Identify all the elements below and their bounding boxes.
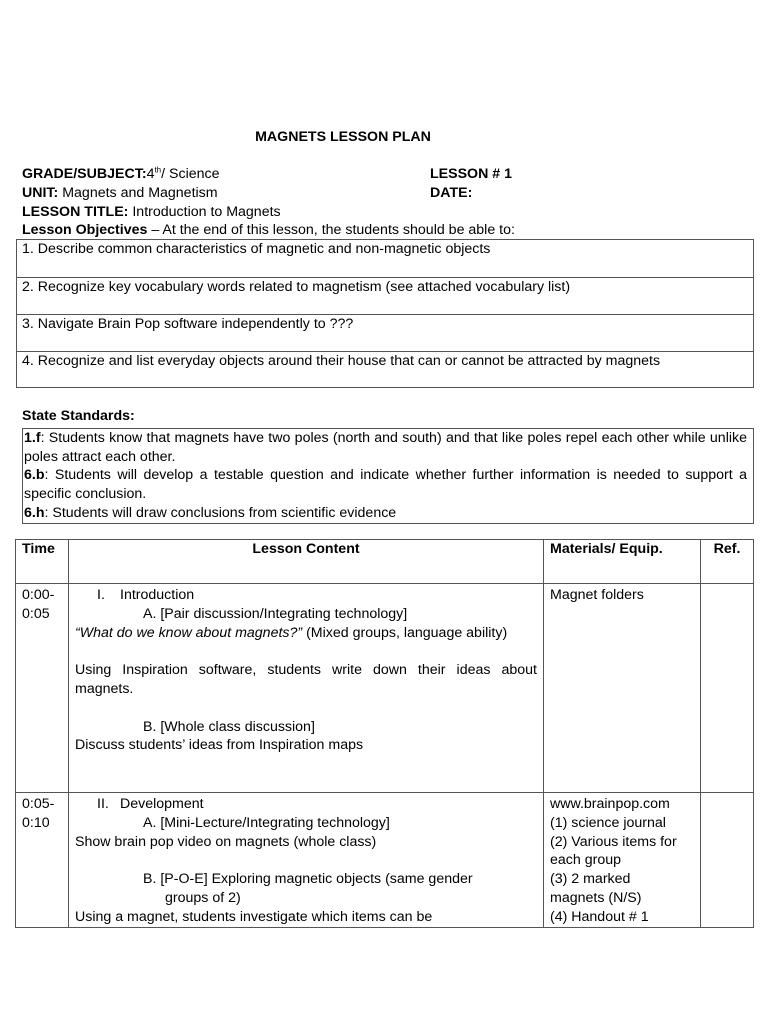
roman-numeral: II.: [97, 796, 109, 812]
section-heading: [75, 586, 537, 605]
objective-item: 2. Recognize key vocabulary words related to magnetism (see attached vocabulary list): [17, 277, 753, 315]
material-item: Magnet folders: [550, 587, 644, 603]
standard-item: [24, 466, 747, 503]
materials-cell: [544, 584, 701, 793]
table-header-row: [16, 540, 754, 584]
ref-cell: [701, 584, 754, 793]
unit-label: UNIT:: [22, 185, 59, 201]
time-cell: [16, 793, 69, 928]
standard-item: [24, 504, 747, 523]
materials-cell: [544, 793, 701, 928]
material-item: (4) Handout # 1: [550, 908, 649, 925]
activity-line: Discuss students’ ideas from Inspiration maps: [75, 737, 364, 754]
section-heading: [75, 795, 537, 814]
standard-text: : Students will develop a testable question and indicate whether further information is needed to support a specific conclusion.: [24, 467, 747, 503]
question-quote: “What do we know about magnets?”: [75, 624, 303, 641]
grade-sup: th: [154, 165, 162, 175]
time-end: 0:10: [22, 814, 50, 831]
lesson-title-label: LESSON TITLE:: [22, 204, 129, 220]
grade-label: GRADE/SUBJECT:: [22, 166, 147, 182]
header-content: Lesson Content: [69, 540, 544, 584]
objectives-box: [16, 239, 754, 388]
table-row: [16, 584, 754, 793]
standard-code: 6.b: [24, 467, 45, 484]
subsection-b: B. [Whole class discussion]: [143, 718, 315, 735]
material-item: www.brainpop.com: [550, 796, 670, 812]
objective-item: 4. Recognize and list everyday objects around their house that can or cannot be attracted by magnets: [17, 351, 753, 389]
lesson-title-value: Introduction to Magnets: [132, 204, 281, 220]
question-line: [75, 624, 537, 643]
material-item: (2) Various items for: [550, 833, 677, 850]
header-ref: Ref.: [701, 540, 754, 584]
content-cell: [69, 793, 544, 928]
header-time: Time: [16, 540, 69, 584]
subsection-a: A. [Pair discussion/Integrating technology]: [143, 605, 408, 622]
header-materials: Materials/ Equip.: [544, 540, 701, 584]
objective-item: 1. Describe common characteristics of magnetic and non-magnetic objects: [22, 241, 491, 257]
date-label: DATE:: [430, 185, 473, 201]
unit-line: [22, 184, 218, 202]
time-start: 0:05-: [22, 796, 55, 812]
lesson-number: LESSON # 1: [430, 166, 513, 182]
material-item: (1) science journal: [550, 814, 666, 831]
standard-text: : Students will draw conclusions from scientific evidence: [44, 504, 397, 521]
time-end: 0:05: [22, 605, 50, 622]
grade-rest: / Science: [161, 166, 220, 182]
lesson-table: [15, 539, 754, 928]
grade-subject: [22, 165, 219, 183]
subsection-b: B. [P-O-E] Exploring magnetic objects (same gender: [143, 871, 473, 888]
section-title: Introduction: [120, 587, 195, 603]
grade-num: 4: [146, 166, 155, 182]
time-start: 0:00-: [22, 587, 55, 603]
subsection-a: A. [Mini-Lecture/Integrating technology]: [143, 814, 390, 831]
lesson-title-line: [22, 203, 281, 221]
standard-code: 6.h: [24, 504, 45, 521]
material-item: (3) 2 marked: [550, 871, 631, 888]
objectives-label: Lesson Objectives: [22, 222, 148, 238]
ref-cell: [701, 793, 754, 928]
standards-box: [22, 428, 754, 524]
time-cell: [16, 584, 69, 793]
page-title: MAGNETS LESSON PLAN: [255, 129, 431, 145]
objectives-intro: – At the end of this lesson, the students should be able to:: [151, 222, 515, 238]
material-item: magnets (N/S): [550, 889, 642, 906]
question-note: (Mixed groups, language ability): [302, 624, 508, 641]
activity-paragraph: Using Inspiration software, students write down their ideas about magnets.: [75, 662, 537, 697]
standard-item: [24, 429, 747, 466]
table-row: [16, 793, 754, 928]
unit-value: Magnets and Magnetism: [62, 185, 218, 201]
standard-text: : Students know that magnets have two poles (north and south) and that like poles repel each other while unlike poles attract each other.: [24, 430, 747, 465]
standards-heading: State Standards:: [22, 408, 135, 424]
objective-item: 3. Navigate Brain Pop software independently to ???: [17, 314, 753, 352]
content-cell: [69, 584, 544, 793]
activity-line: Using a magnet, students investigate which items can be: [75, 908, 433, 925]
standard-code: 1.f: [24, 430, 41, 446]
activity-line: Show brain pop video on magnets (whole class): [75, 833, 377, 850]
section-title: Development: [120, 796, 204, 812]
subsection-b-continued: groups of 2): [165, 889, 241, 906]
material-item: each group: [550, 852, 621, 869]
roman-numeral: I.: [97, 587, 105, 603]
objectives-heading: [22, 221, 515, 239]
